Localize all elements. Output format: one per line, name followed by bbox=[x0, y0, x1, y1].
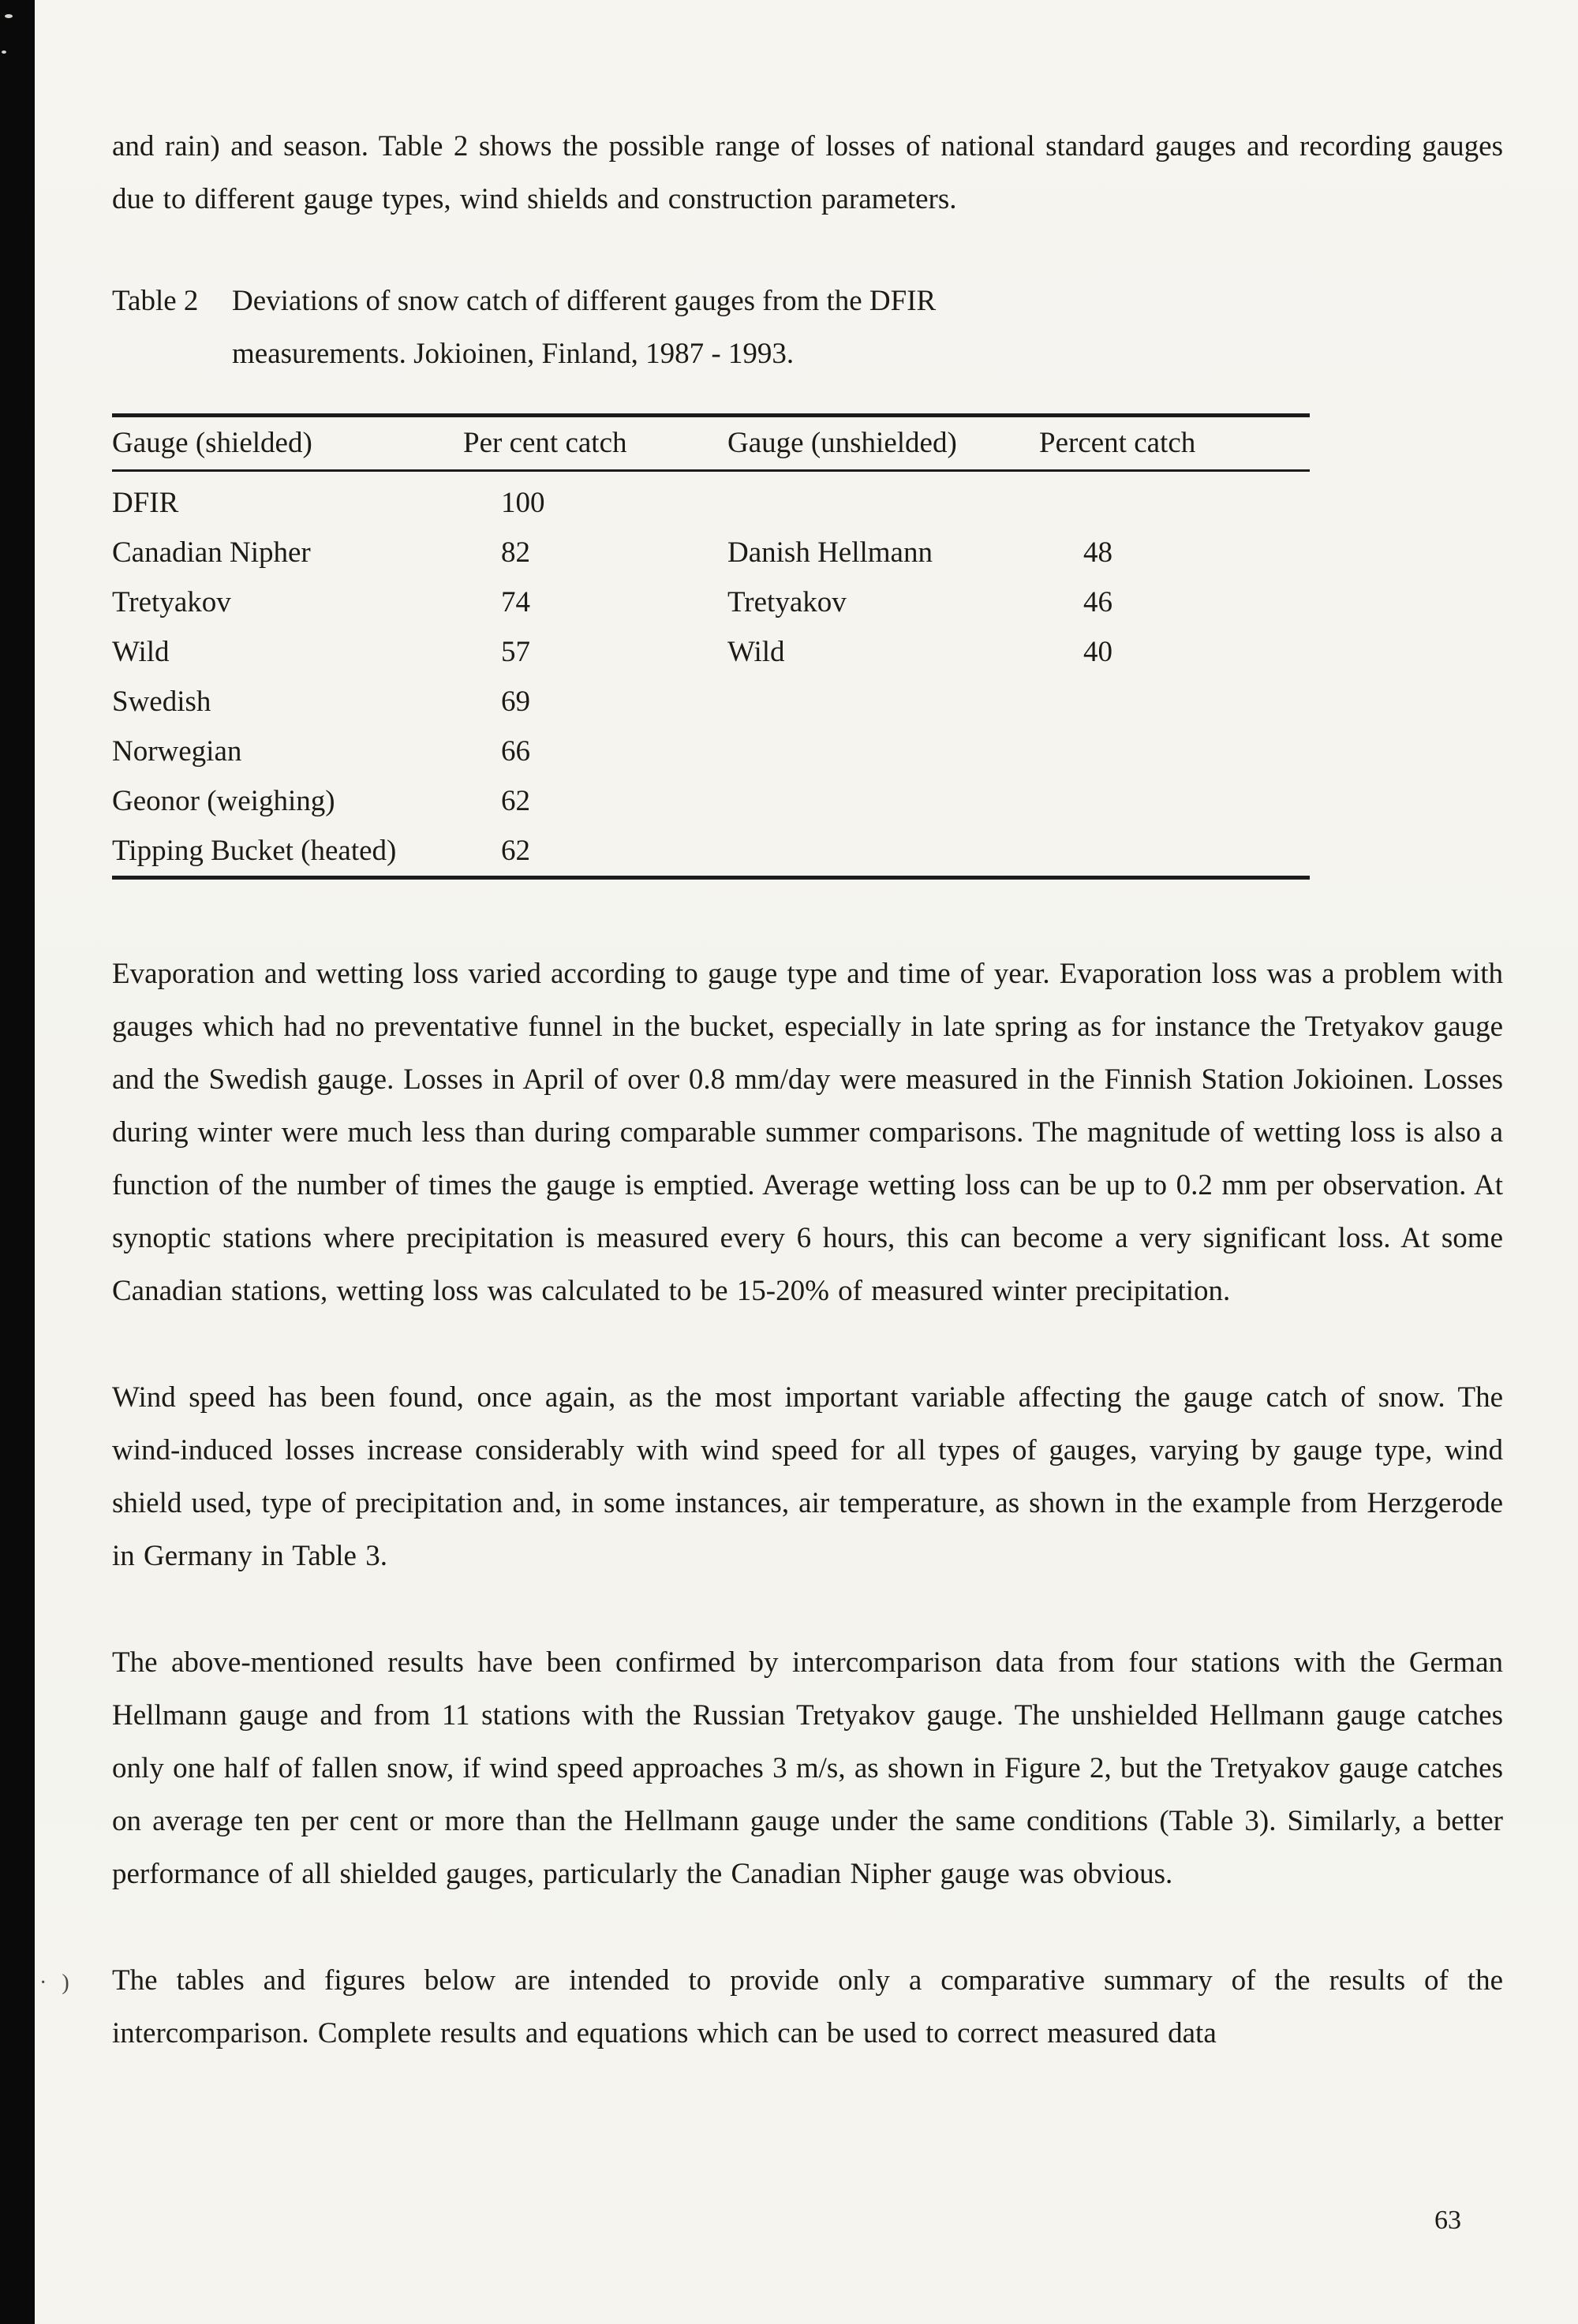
table-cell: Tretyakov bbox=[112, 586, 231, 618]
table-header-gauge-shielded: Gauge (shielded) bbox=[112, 416, 463, 471]
wind-speed-paragraph: Wind speed has been found, once again, as the most important variable affecting the gauge catch of snow. The wind-induced losses increase considerably with wind speed for all types of gauges, varying by gauge type, wind shield used, type of precipitation and, in some instances, air temperature, as shown in the example from Herzgerode in Germany in Table 3. bbox=[112, 1381, 1503, 1572]
table-header-per-cent-catch: Per cent catch bbox=[463, 416, 727, 471]
page-number: 63 bbox=[1434, 2206, 1461, 2235]
table-row bbox=[112, 826, 1310, 878]
table-row bbox=[112, 727, 1310, 776]
table-cell: Geonor (weighing) bbox=[112, 785, 335, 817]
table-row bbox=[112, 776, 1310, 826]
table-caption-line1 bbox=[112, 275, 1503, 327]
table-cell: 69 bbox=[501, 686, 530, 718]
table-body bbox=[112, 471, 1310, 878]
table-cell: 40 bbox=[1083, 636, 1112, 668]
table-cell bbox=[1039, 677, 1310, 727]
table-cell bbox=[727, 677, 1039, 727]
table-cell: Norwegian bbox=[112, 735, 242, 768]
table-cell bbox=[1039, 727, 1310, 776]
table-header-percent-catch: Percent catch bbox=[1039, 416, 1310, 471]
table-caption-text: Deviations of snow catch of different gauges from the DFIR bbox=[232, 285, 937, 317]
table-caption bbox=[112, 275, 1503, 380]
snow-catch-table bbox=[112, 413, 1310, 880]
scan-speck bbox=[5, 14, 13, 18]
table-cell: 62 bbox=[501, 835, 530, 867]
intro-paragraph: and rain) and season. Table 2 shows the possible range of losses of national standard gauges and recording gauges due to different gauge types, wind shields and construction parameters. bbox=[112, 130, 1503, 215]
table-cell bbox=[727, 727, 1039, 776]
tables-figures-paragraph: The tables and figures below are intended to provide only a comparative summary of the results of the intercomparison. Complete results and equations which can be used to correct measured data bbox=[112, 1964, 1503, 2049]
results-paragraph: The above-mentioned results have been confirmed by intercomparison data from four stations with the German Hellmann gauge and from 11 stations with the Russian Tretyakov gauge. The unshielded Hellmann gauge catches only one half of fallen snow, if wind speed approaches 3 m/s, as shown in Figure 2, but the Tretyakov gauge catches on average ten per cent or more than the Hellmann gauge under the same conditions (Table 3). Similarly, a better performance of all shielded gauges, particularly the Canadian Nipher gauge was obvious. bbox=[112, 1646, 1503, 1890]
table-cell: 46 bbox=[1083, 586, 1112, 618]
table-row bbox=[112, 528, 1310, 577]
table-header-row bbox=[112, 416, 1310, 471]
table-row bbox=[112, 471, 1310, 529]
table-cell: Wild bbox=[727, 636, 785, 668]
table-cell bbox=[1039, 471, 1310, 529]
table-row bbox=[112, 677, 1310, 727]
table-cell: 48 bbox=[1083, 536, 1112, 569]
table-caption-line2: measurements. Jokioinen, Finland, 1987 - 1993. bbox=[232, 338, 795, 370]
table-cell: DFIR bbox=[112, 487, 179, 519]
page-content bbox=[112, 120, 1503, 2060]
table-cell bbox=[727, 471, 1039, 529]
table-cell: Tipping Bucket (heated) bbox=[112, 835, 397, 867]
table-cell: 62 bbox=[501, 785, 530, 817]
table-cell bbox=[727, 776, 1039, 826]
handwritten-margin-mark: · ) bbox=[39, 1971, 74, 1995]
table-cell bbox=[1039, 776, 1310, 826]
table-cell bbox=[727, 826, 1039, 878]
table-cell: Danish Hellmann bbox=[727, 536, 933, 569]
table-cell: 74 bbox=[501, 586, 530, 618]
scan-speck bbox=[2, 50, 6, 54]
table-header-gauge-unshielded: Gauge (unshielded) bbox=[727, 416, 1039, 471]
evaporation-paragraph: Evaporation and wetting loss varied according to gauge type and time of year. Evaporation loss was a problem with gauges which had no preventative funnel in the bucket, especially in late spring as for instance the Tretyakov gauge and the Swedish gauge. Losses in April of over 0.8 mm/day were measured in the Finnish Station Jokioinen. Losses during winter were much less than during comparable summer comparisons. The magnitude of wetting loss is also a function of the number of times the gauge is emptied. Average wetting loss can be up to 0.2 mm per observation. At synoptic stations where precipitation is measured every 6 hours, this can become a very significant loss. At some Canadian stations, wetting loss was calculated to be 15-20% of measured winter precipitation. bbox=[112, 958, 1503, 1307]
table-cell: 66 bbox=[501, 735, 530, 768]
table-row bbox=[112, 627, 1310, 677]
table-cell: Tretyakov bbox=[727, 586, 847, 618]
table-cell: Wild bbox=[112, 636, 170, 668]
table-cell: 82 bbox=[501, 536, 530, 569]
table-row bbox=[112, 577, 1310, 627]
table-cell: 100 bbox=[501, 487, 545, 519]
table-cell: Canadian Nipher bbox=[112, 536, 311, 569]
table-cell bbox=[1039, 826, 1310, 878]
table-caption-label: Table 2 bbox=[112, 285, 199, 317]
table-cell: Swedish bbox=[112, 686, 211, 718]
scan-edge-bar bbox=[0, 0, 35, 2324]
table-cell: 57 bbox=[501, 636, 530, 668]
